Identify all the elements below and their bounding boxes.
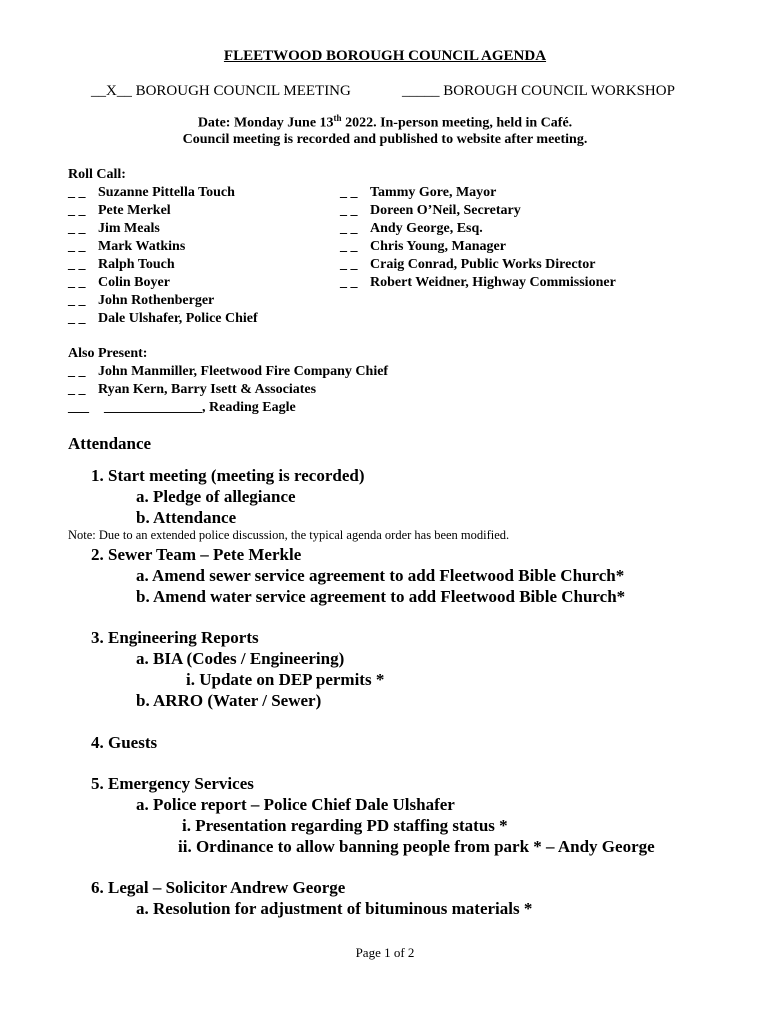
agenda-item-3a: a. BIA (Codes / Engineering): [136, 649, 345, 668]
agenda-item-6a: a. Resolution for adjustment of bituminous materials *: [136, 899, 533, 918]
agenda-item-6: 6. Legal – Solicitor Andrew George: [91, 878, 346, 897]
roll-call-row: _ _ Robert Weidner, Highway Commissioner: [340, 275, 616, 290]
roll-call-row: _ _ John Rothenberger: [68, 293, 215, 308]
document-title: FLEETWOOD BOROUGH COUNCIL AGENDA: [223, 48, 547, 64]
agenda-item-3: 3. Engineering Reports: [91, 628, 259, 647]
roll-call-row: _ _ Mark Watkins: [68, 239, 186, 254]
roll-call-row: _ _ Dale Ulshafer, Police Chief: [68, 311, 258, 326]
roll-call-right: [340, 184, 616, 292]
roll-call-row: _ _ Craig Conrad, Public Works Director: [340, 257, 596, 272]
date-line: Date: Monday June 13th 2022. In-person meeting, held in Café.: [197, 113, 573, 131]
workshop-option: _____ BOROUGH COUNCIL WORKSHOP: [402, 83, 675, 99]
also-present-heading: Also Present:: [68, 346, 148, 361]
agenda-item-5a-i: i. Presentation regarding PD staffing status *: [182, 816, 508, 835]
roll-call-row: _ _ Jim Meals: [68, 221, 160, 236]
meeting-option: __X__ BOROUGH COUNCIL MEETING: [91, 83, 351, 99]
agenda-item-5: 5. Emergency Services: [91, 774, 254, 793]
agenda-item-2b: b. Amend water service agreement to add Fleetwood Bible Church*: [136, 587, 626, 606]
agenda-item-1a: a. Pledge of allegiance: [136, 487, 296, 506]
agenda-item-1b: b. Attendance: [136, 508, 237, 527]
also-present-row: _ _ Ryan Kern, Barry Isett & Associates: [68, 382, 317, 397]
agenda-item-1: 1. Start meeting (meeting is recorded): [91, 466, 365, 485]
also-present-row: ___ ______________, Reading Eagle: [68, 400, 296, 415]
roll-call-row: _ _ Suzanne Pittella Touch: [68, 185, 235, 200]
also-present-list: [68, 363, 388, 417]
agenda-note: Note: Due to an extended police discussion, the typical agenda order has been modified.: [68, 528, 510, 542]
agenda-item-5a: a. Police report – Police Chief Dale Ulshafer: [136, 795, 455, 814]
roll-call-left: [68, 184, 258, 328]
roll-call-row: _ _ Ralph Touch: [68, 257, 175, 272]
agenda-item-2: 2. Sewer Team – Pete Merkle: [91, 545, 302, 564]
agenda-item-5a-ii: ii. Ordinance to allow banning people from park * – Andy George: [178, 837, 655, 856]
also-present-row: _ _ John Manmiller, Fleetwood Fire Company Chief: [68, 364, 389, 379]
agenda-item-2a: a. Amend sewer service agreement to add Fleetwood Bible Church*: [136, 566, 625, 585]
agenda-item-3a-i: i. Update on DEP permits *: [186, 670, 385, 689]
roll-call-heading: Roll Call:: [68, 167, 126, 182]
roll-call-row: _ _ Pete Merkel: [68, 203, 171, 218]
roll-call-row: _ _ Colin Boyer: [68, 275, 170, 290]
agenda-item-4: 4. Guests: [91, 733, 158, 752]
roll-call-row: _ _ Doreen O’Neil, Secretary: [340, 203, 521, 218]
roll-call-row: _ _ Chris Young, Manager: [340, 239, 506, 254]
roll-call-row: _ _ Andy George, Esq.: [340, 221, 483, 236]
recording-line: Council meeting is recorded and published to website after meeting.: [182, 132, 588, 147]
attendance-heading: Attendance: [68, 434, 152, 453]
agenda-item-3b: b. ARRO (Water / Sewer): [136, 691, 322, 710]
page-number: Page 1 of 2: [355, 945, 415, 960]
roll-call-row: _ _ Tammy Gore, Mayor: [340, 185, 497, 200]
